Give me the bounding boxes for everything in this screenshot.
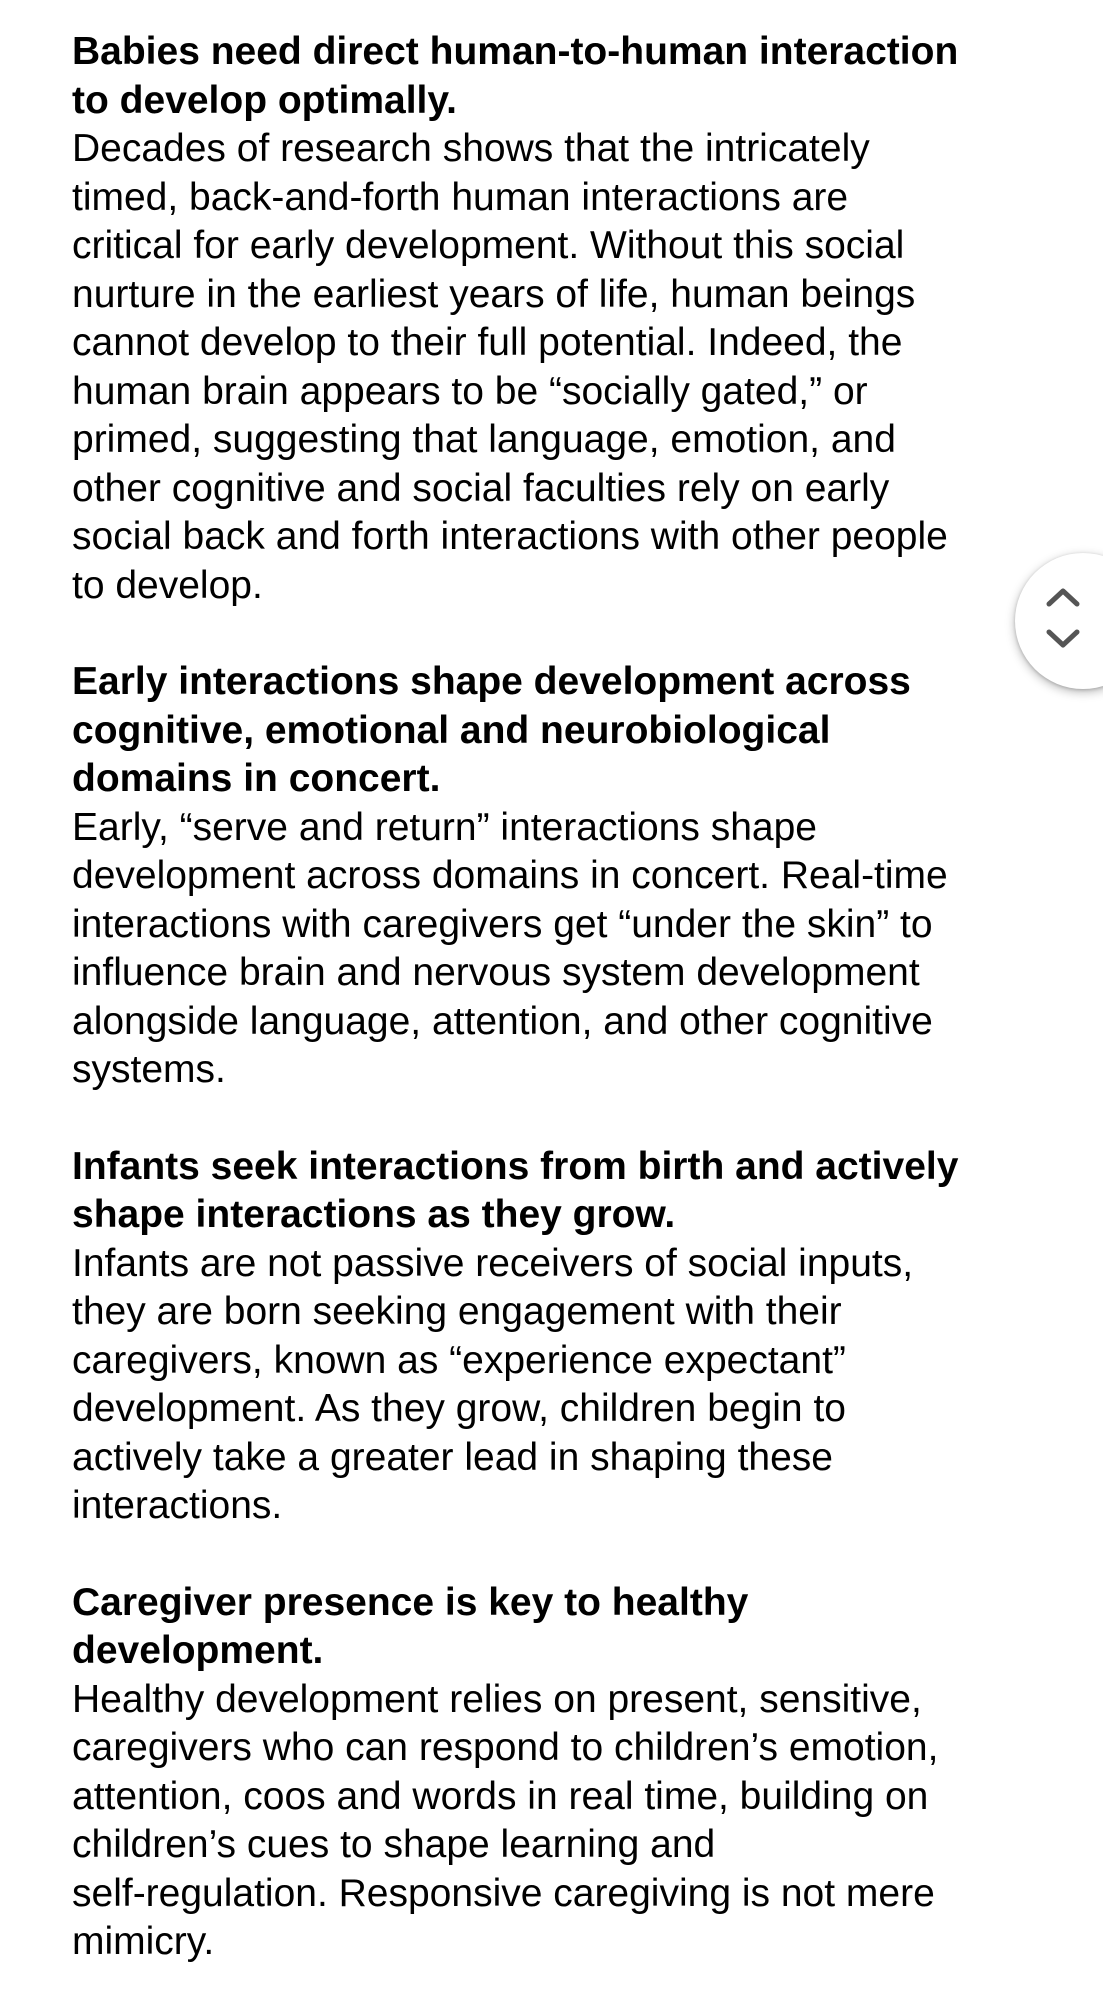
article-content bbox=[72, 28, 1052, 2015]
section-caregiver-presence bbox=[72, 1579, 1052, 1967]
section-body: Decades of research shows that the intricately timed, back-and-forth human interactions are critical for early development. Without this social nurture in the earliest years of life, human beings cannot develop to their full potential. Indeed, the human brain appears to be “socially gated,” or primed, suggesting that language, emotion, and other cognitive and social faculties rely on early social back and forth interactions with other people to develop. bbox=[72, 127, 948, 607]
chevron-up-icon[interactable] bbox=[1043, 585, 1083, 609]
section-heading: Infants seek interactions from birth and actively shape interactions as they grow. bbox=[72, 1144, 959, 1236]
section-direct-interaction bbox=[72, 28, 1052, 610]
section-body: Infants are not passive receivers of social inputs, they are born seeking engagement with their caregivers, known as “experience expectant” development. As they grow, children begin to actively take a greater lead in shaping these interactions. bbox=[72, 1241, 914, 1527]
section-body: Early, “serve and return” interactions shape development across domains in concert. Real-time interactions with caregivers get “under the skin” to influence brain and nervous system development alongside language, attention, and other cognitive systems. bbox=[72, 805, 948, 1091]
section-early-interactions bbox=[72, 658, 1052, 1095]
chevron-down-icon[interactable] bbox=[1043, 627, 1083, 651]
section-heading: Early interactions shape development across cognitive, emotional and neurobiological domains in concert. bbox=[72, 660, 911, 800]
section-heading: Caregiver presence is key to healthy development. bbox=[72, 1580, 749, 1672]
section-infants-seek bbox=[72, 1143, 1052, 1531]
section-body: Healthy development relies on present, sensitive, caregivers who can respond to children’s emotion, attention, coos and words in real time, building on children’s cues to shape learning and self-regulation. Responsive caregiving is not mere mimicry. bbox=[72, 1677, 939, 1963]
section-heading: Babies need direct human-to-human interaction to develop optimally. bbox=[72, 30, 959, 122]
